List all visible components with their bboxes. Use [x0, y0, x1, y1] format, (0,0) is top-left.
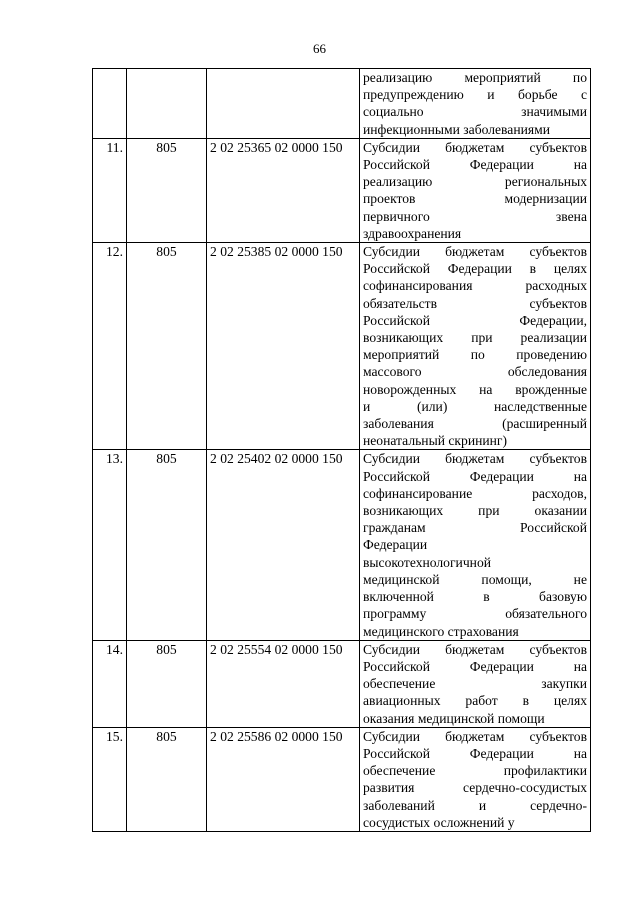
description-line: Российской Федерации на	[363, 157, 587, 173]
description-line: развития сердечно-сосудистых	[363, 780, 587, 796]
description-line: заболевания (расширенный	[363, 416, 587, 432]
description-line: обеспечение закупки	[363, 676, 587, 692]
description-line: здравоохранения	[363, 225, 462, 241]
description-line: Российской Федерации на	[363, 468, 587, 484]
description-line: обязательств субъектов	[363, 295, 587, 311]
description-line: софинансирование расходов,	[363, 485, 587, 501]
description-cell	[360, 69, 591, 139]
description-line: социально значимыми	[363, 104, 587, 120]
description-line: сосудистых осложнений у	[363, 814, 515, 830]
description-line: мероприятий по проведению	[363, 347, 587, 363]
description-line: массового обследования	[363, 364, 587, 380]
table-body	[93, 69, 591, 832]
revenue-code-cell: 2 02 25586 02 0000 150	[207, 727, 360, 831]
chief-admin-code-cell: 805	[127, 640, 207, 727]
description-cell	[360, 450, 591, 640]
page-number: 66	[313, 41, 326, 56]
description-line: проектов модернизации	[363, 191, 587, 207]
chief-admin-code-cell	[127, 69, 207, 139]
description-line: неонатальный скрининг)	[363, 433, 508, 449]
description-line: программу обязательного	[363, 606, 587, 622]
description-line: Российской Федерации,	[363, 312, 587, 328]
table-row	[93, 450, 591, 640]
row-number-cell: 12.	[93, 243, 127, 450]
revenue-code-cell: 2 02 25554 02 0000 150	[207, 640, 360, 727]
revenue-code-cell: 2 02 25365 02 0000 150	[207, 138, 360, 242]
description-line: Российской Федерации на	[363, 745, 587, 761]
row-number-cell: 11.	[93, 138, 127, 242]
revenue-code-cell: 2 02 25402 02 0000 150	[207, 450, 360, 640]
description-line: софинансирования расходных	[363, 278, 587, 294]
description-line: возникающих при оказании	[363, 503, 587, 519]
description-line: включенной в базовую	[363, 589, 587, 605]
table-row	[93, 727, 591, 831]
description-line: Субсидии бюджетам субъектов	[363, 244, 587, 260]
description-line: и (или) наследственные	[363, 398, 587, 414]
description-line: новорожденных на врожденные	[363, 381, 587, 397]
description-line: Российской Федерации на	[363, 658, 587, 674]
table-row	[93, 69, 591, 139]
description-line: первичного звена	[363, 208, 587, 224]
row-number-cell: 15.	[93, 727, 127, 831]
description-line: Субсидии бюджетам субъектов	[363, 728, 587, 744]
description-line: оказания медицинской помощи	[363, 710, 545, 726]
description-line: высокотехнологичной	[363, 554, 492, 570]
row-number-cell: 13.	[93, 450, 127, 640]
budget-codes-table	[92, 68, 591, 832]
chief-admin-code-cell: 805	[127, 727, 207, 831]
description-line: Субсидии бюджетам субъектов	[363, 451, 587, 467]
revenue-code-cell	[207, 69, 360, 139]
description-line: Федерации	[363, 537, 428, 553]
description-cell	[360, 243, 591, 450]
description-line: заболеваний и сердечно-	[363, 797, 587, 813]
description-line: реализацию региональных	[363, 174, 587, 190]
table-row	[93, 138, 591, 242]
description-line: медицинской помощи, не	[363, 571, 587, 587]
row-number-cell: 14.	[93, 640, 127, 727]
description-line: обеспечение профилактики	[363, 763, 587, 779]
description-line: Субсидии бюджетам субъектов	[363, 641, 587, 657]
description-line: гражданам Российской	[363, 520, 587, 536]
description-cell	[360, 727, 591, 831]
description-line: возникающих при реализации	[363, 330, 587, 346]
revenue-code-cell: 2 02 25385 02 0000 150	[207, 243, 360, 450]
description-line: реализацию мероприятий по	[363, 70, 587, 85]
chief-admin-code-cell: 805	[127, 450, 207, 640]
description-cell	[360, 138, 591, 242]
description-line: инфекционными заболеваниями	[363, 121, 551, 137]
description-line: медицинского страхования	[363, 623, 519, 639]
row-number-cell	[93, 69, 127, 139]
chief-admin-code-cell: 805	[127, 138, 207, 242]
table-row	[93, 243, 591, 450]
description-line: предупреждению и борьбе с	[363, 87, 587, 103]
table-row	[93, 640, 591, 727]
description-line: авиационных работ в целях	[363, 693, 587, 709]
description-line: Российской Федерации в целях	[363, 261, 587, 277]
description-line: Субсидии бюджетам субъектов	[363, 139, 587, 155]
chief-admin-code-cell: 805	[127, 243, 207, 450]
description-cell	[360, 640, 591, 727]
